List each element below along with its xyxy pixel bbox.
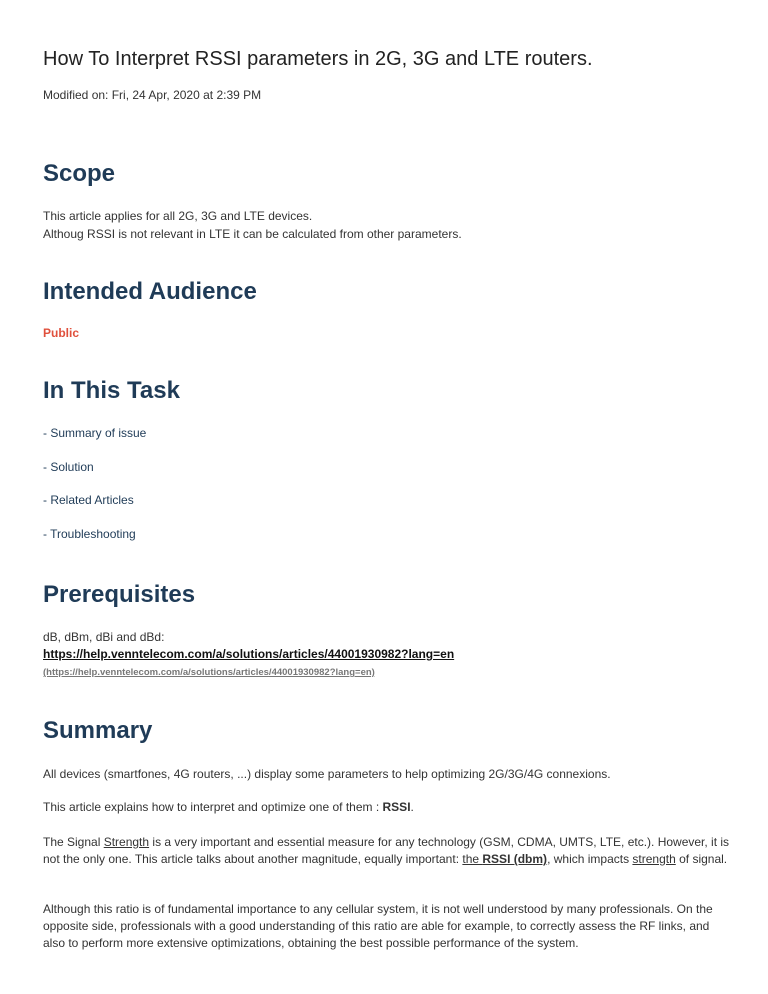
p2-end: . <box>410 800 414 814</box>
task-item-summary[interactable]: - Summary of issue <box>43 426 147 440</box>
article-title: How To Interpret RSSI parameters in 2G, 3G and LTE routers. <box>43 48 593 70</box>
task-item-related-articles[interactable]: - Related Articles <box>43 493 134 507</box>
prereq-heading: Prerequisites <box>43 581 196 608</box>
strength-link-2[interactable]: strength <box>632 852 676 866</box>
p3-text-d: of signal. <box>675 852 728 866</box>
summary-paragraph-3 <box>43 834 733 868</box>
audience-heading: Intended Audience <box>43 278 257 305</box>
p2-rssi: RSSI <box>382 800 411 814</box>
p3-text-b: is a very important and essential measure for any technology (GSM, CDMA, UMTS, LTE, etc.). However, it is not the only one. This article talks about another magnitude, equally important: <box>43 835 730 866</box>
summary-paragraph-1: All devices (smartfones, 4G routers, ...) display some parameters to help optimizing 2G/3G/4G connexions. <box>43 767 611 781</box>
p3-text-c: , which impacts <box>547 852 633 866</box>
summary-paragraph-4: Although this ratio is of fundamental importance to any cellular system, it is not well understood by many professionals. On the opposite side, professionals with a good understanding of this ratio are able for example, to correctly assess the RF links, and also to perform more extensive optimizations, obtaining the best possible performance of the system. <box>43 902 713 950</box>
scope-heading: Scope <box>43 160 116 187</box>
rssi-link-prefix: the <box>462 852 483 866</box>
strength-link[interactable]: Strength <box>103 835 150 849</box>
scope-line-1: This article applies for all 2G, 3G and LTE devices. <box>43 209 313 223</box>
rssi-link[interactable] <box>462 852 547 866</box>
summary-heading: Summary <box>43 717 153 744</box>
p2-text: This article explains how to interpret and optimize one of them : <box>43 800 383 814</box>
task-item-troubleshooting[interactable]: - Troubleshooting <box>43 527 136 541</box>
prereq-link[interactable]: https://help.venntelecom.com/a/solutions/articles/44001930982?lang=en <box>43 647 455 661</box>
modified-date: Modified on: Fri, 24 Apr, 2020 at 2:39 PM <box>43 88 262 102</box>
rssi-link-label: RSSI (dbm) <box>482 852 548 866</box>
audience-value: Public <box>43 326 80 340</box>
p3-text-a: The Signal <box>43 835 104 849</box>
task-heading: In This Task <box>43 377 180 404</box>
summary-paragraph-2 <box>43 799 733 816</box>
scope-line-2: Althoug RSSI is not relevant in LTE it can be calculated from other parameters. <box>43 227 462 241</box>
task-item-solution[interactable]: - Solution <box>43 460 94 474</box>
prereq-intro: dB, dBm, dBi and dBd: <box>43 630 165 644</box>
prereq-link-url[interactable]: (https://help.venntelecom.com/a/solutions/articles/44001930982?lang=en) <box>43 667 375 678</box>
